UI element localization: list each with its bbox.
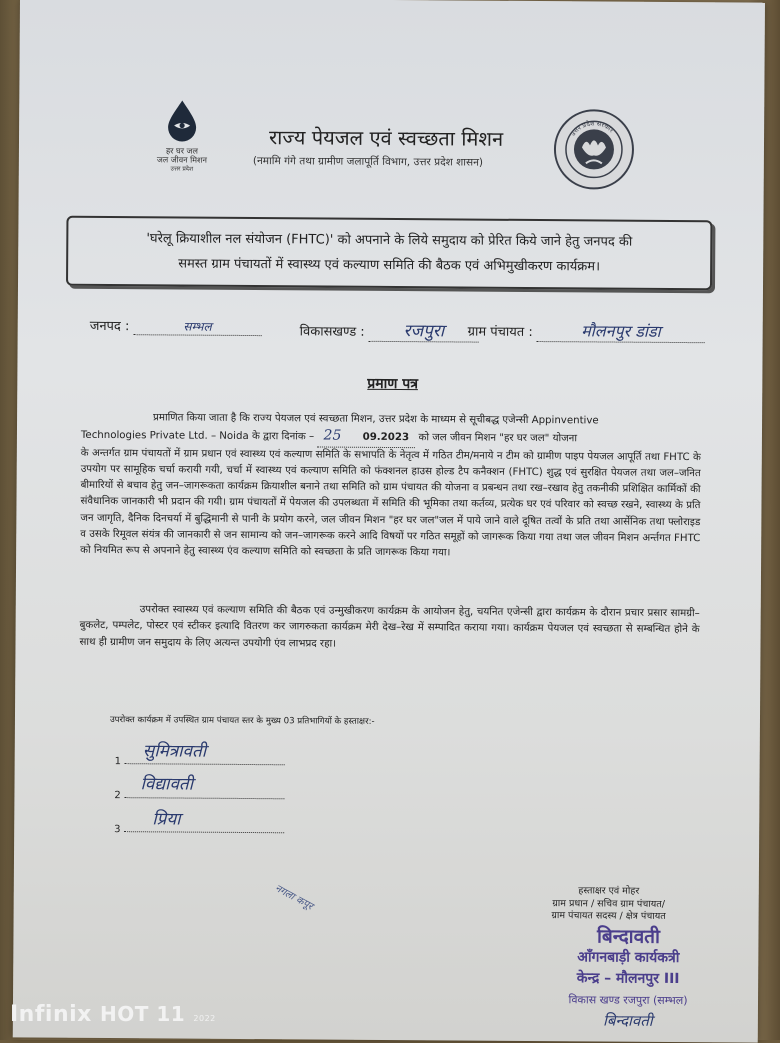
stamp-signature: बिन्दावती [602,1011,653,1030]
official-stamp [528,926,729,1032]
logo-text-line-3: उत्तर प्रदेश [170,165,194,173]
logo-text-line-1: हर घर जल [165,146,198,156]
seal-text: उत्तर प्रदेश सरकार [568,119,616,138]
stamp-block: विकास खण्ड रजपुरा (सम्भल) [568,993,688,1008]
signer-line-1: हस्ताक्षर एवं मोहर [578,885,640,897]
up-government-seal [554,109,635,190]
water-drop-icon [164,98,200,142]
certificate-paragraph-1 [80,410,701,564]
margin-scribble: नगला कपूर [272,883,315,913]
panchayat-value: मौलनपुर डांडा [581,321,661,341]
district-field [90,316,262,336]
paragraph-1-line-1: प्रमाणित किया जाता है कि राज्य पेयजल एवं स्वच्छता मिशन, उत्तर प्रदेश के माध्यम से सूचीबद्ध एजेन्सी Appinventive [153,412,599,427]
block-label: विकासखण्ड : [299,324,365,340]
watermark-year: 2022 [193,1014,216,1023]
stamp-center: केन्द्र – मौलनपुर III [576,970,680,988]
signer-line-3: ग्राम पंचायत सदस्य / क्षेत्र पंचायत [551,910,666,922]
signature-1: सुमित्रावती [142,741,207,762]
stamp-name: बिन्दावती [596,925,661,948]
panchayat-label: ग्राम पंचायत : [467,324,533,340]
signature-intro: उपरोक्त कार्यक्रम में उपस्थित ग्राम पंचायत स्तर के मुख्य 03 प्रतिभागियों के हस्ताक्षर:- [109,715,375,727]
seal-emblem-icon [556,111,633,188]
district-value: सम्भल [183,319,212,334]
signature-line-3 [114,824,284,836]
signer-block [509,885,709,924]
signature-2: विद्यावती [140,774,194,795]
har-ghar-jal-logo [137,98,228,174]
panchayat-field [468,319,705,344]
mission-subtitle: (नमामि गंगे तथा ग्रामीण जलापूर्ति विभाग, उत्तर प्रदेश शासन) [252,155,484,169]
signer-line-2: ग्राम प्रधान / सचिव ग्राम पंचायत/ [552,897,665,910]
logo-text-line-2: जल जीवन मिशन [156,155,207,165]
watermark-brand: Infinix [10,1002,92,1027]
certificate-document [13,0,765,1043]
block-value: रजपुरा [403,321,445,342]
program-title-text [84,226,694,280]
signature-number-1: 1 [114,756,122,768]
certificate-paragraph-2: उपरोक्त स्वास्थ्य एवं कल्याण समिति की बैठक एवं उन्मुखीकरण कार्यक्रम के आयोजन हेतु, चयनित एजेन्सी द्वारा कार्यक्रम के दौरान प्रचार प्रसार सामग्री–बुकलेट, पम्पलेट, पोस्टर एवं स्टीकर इत्यादि वितरण कर जागरुकता कार्यक्रम मेरी देख–रेख में सम्पादित कराया गया। कार्यक्रम पेयजल एवं स्वच्छता से सम्बन्धित होने के साथ ही ग्रामीण जन समुदाय के लिए अत्यन्त उपयोगी एंव लाभप्रद रहा। [79,604,700,650]
signature-number-2: 2 [114,790,121,802]
stamp-designation: आँगनबाड़ी कार्यकत्री [577,949,680,967]
signature-3: प्रिया [152,809,181,830]
paragraph-1-body: के अन्तर्गत ग्राम पंचायतों में ग्राम प्रधान एवं स्वास्थ्य एवं कल्याण समिति के सभापति के नेतृत्व में गठित टीम/मनाये न टीम को ग्रामीण पाइप पेयजल आपूर्ति तथा FHTC के उपयोग पर सामूहिक चर्चा करायी गयी, चर्चा में स्वास्थ्य एवं कल्याण समिति को फंक्शनल हाउस होल्ड टैप कनैक्शन (FHTC) शुद्ध एवं सुरक्षित पेयजल तथा जल–जनित बीमारियों से बचाव हेतु जन–जागरूकता कार्यक्रम क्रियाशील बनाने तथा समिति को ग्राम पंचायत की योजना व प्रबन्धन तथा रख–रखाव हेतु तकनीकी प्रशिक्षित कार्मिकों की संवैधानिक जानकारी भी प्रदान की गयी। ग्राम पंचायतों में पेयजल की उपलब्धता में समिति की भूमिका तथा कर्तव्य, प्रत्येक घर एवं परिवार को स्वच्छ रखने, स्वास्थ्य के प्रति जन जागृति, दैनिक दिनचर्या में बुद्धिमानी से पानी के प्रयोग करने, जल जीवन मिशन "हर घर जल"जल में पाये जाने वाले दूषित तत्वों के प्रति तथा आर्सेनिक तथा फ्लोराइड व उसके रिमूवल संयंत्र की जानकारी से जन सामान्य को जन–जागरूक करने आदि विषयों पर गठित समूहों को जागरूक किया गया तथा जल जीवन मिशन अर्न्तगत FHTC को नियमित रूप से अपनाने हेतु स्वास्थ्य एंव कल्याण समिति को स्वच्छता के प्रति जागरूक किया गया। [80,447,701,559]
date-month-year: 09.2023 [362,432,410,444]
watermark-model: HOT 11 [100,1002,186,1026]
date-day: 25 [323,427,342,444]
paragraph-1-line-2-end: को जल जीवन मिशन "हर घर जल" योजना [418,432,578,445]
signature-number-3: 3 [114,824,121,836]
certificate-heading: प्रमाण पत्र [367,375,419,393]
district-label: जनपद : [89,318,130,335]
camera-watermark [10,1002,216,1027]
program-title-line-1: 'घरेलू क्रियाशील नल संयोजन (FHTC)' को अपनाने के लिये समुदाय को प्रेरित किये जाने हेतु जनपद की [146,231,633,250]
block-field [300,317,479,342]
paragraph-1-line-2-start: Technologies Private Ltd. – Noida के द्वारा दिनांक – [80,430,315,443]
program-title-line-2: समस्त ग्राम पंचायतों में स्वास्थ्य एवं कल्याण समिति की बैठक एवं अभिमुखीकरण कार्यक्रम। [178,256,601,275]
mission-title: राज्य पेयजल एवं स्वच्छता मिशन [268,125,504,151]
